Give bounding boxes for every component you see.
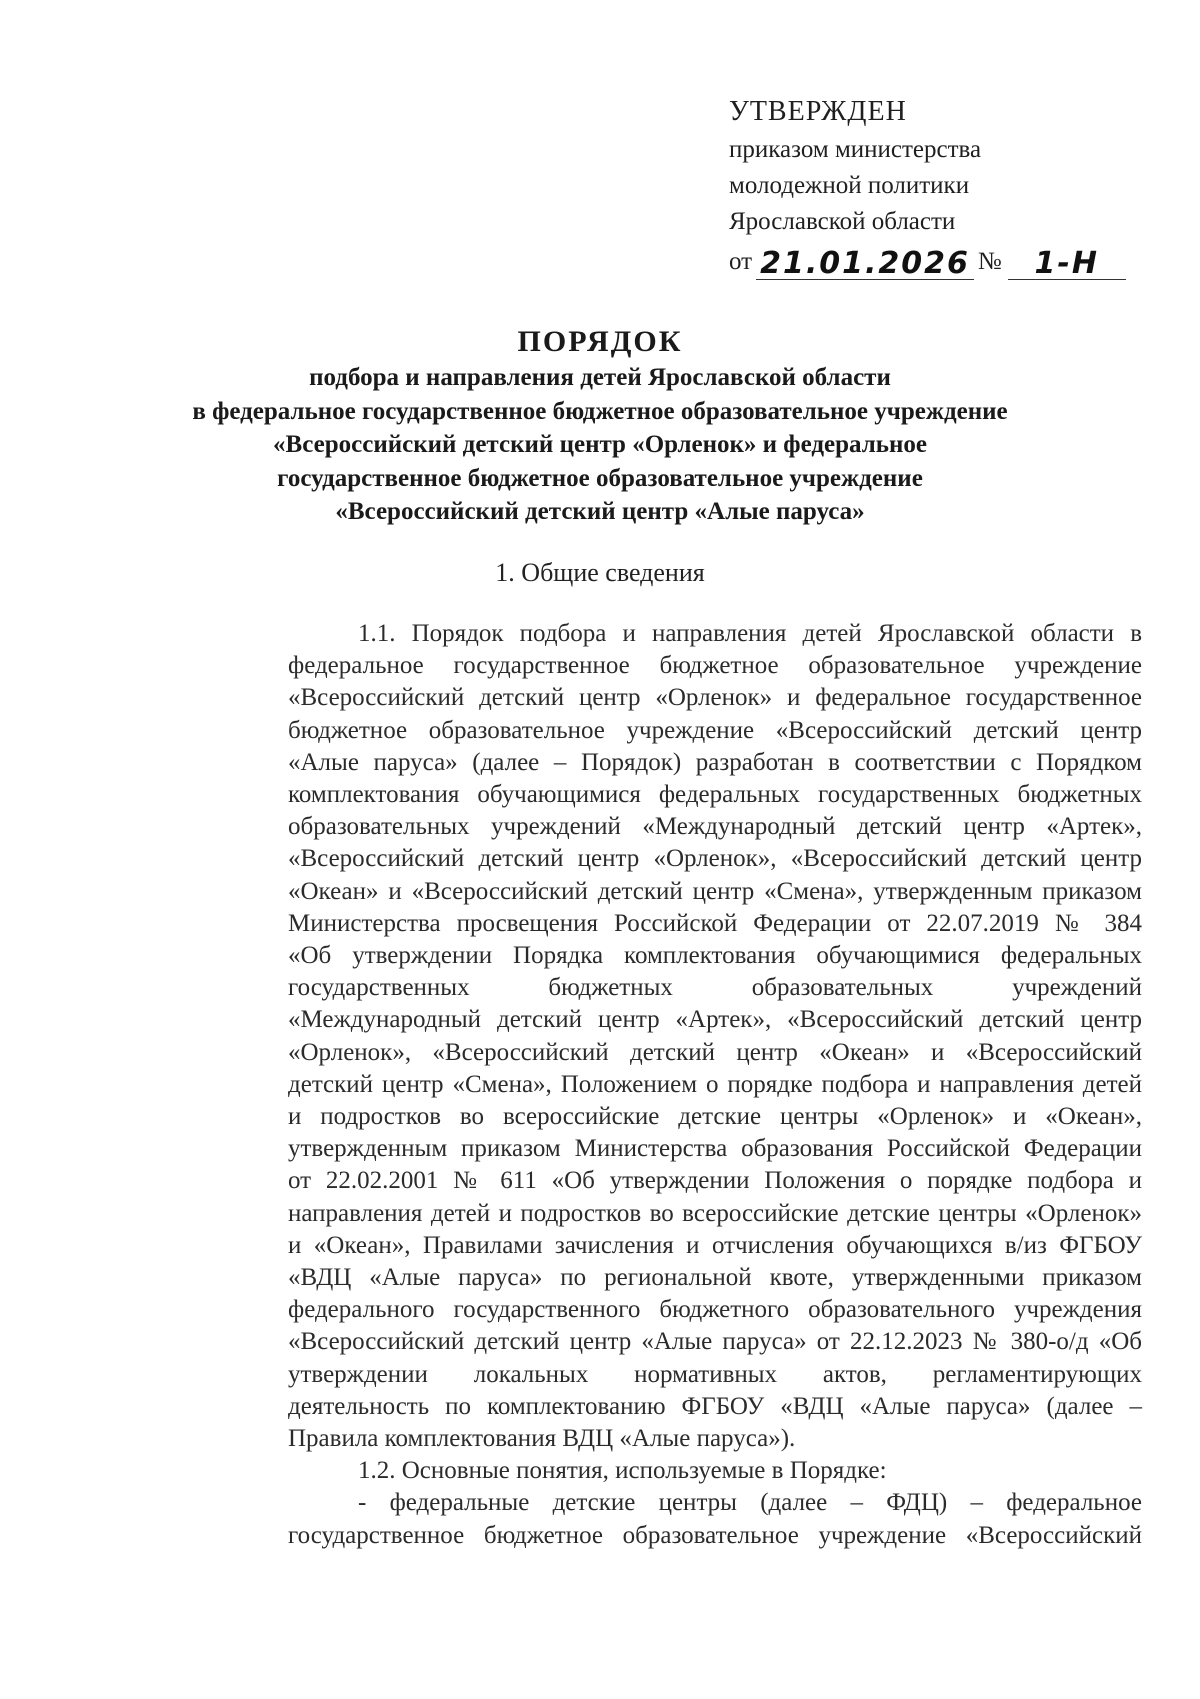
paragraph-1-2 bbox=[218, 1455, 1142, 1487]
text-line: «Алые паруса» (далее – Порядок) разработан в соответствии с Порядком bbox=[288, 748, 1142, 776]
text-line: «Всероссийский детский центр «Орленок», «Всероссийский детский центр bbox=[288, 845, 1142, 873]
approval-heading: УТВЕРЖДЕН bbox=[729, 96, 907, 127]
text-line: бюджетное образовательное учреждение «Всероссийский детский центр bbox=[288, 716, 1142, 744]
text-line: образовательных учреждений «Международный детский центр «Артек», bbox=[288, 813, 1142, 841]
title-line: в федеральное государственное бюджетное образовательное учреждение bbox=[192, 397, 1008, 425]
text-line: от 22.02.2001 № 611 «Об утверждении Положения о порядке подбора и bbox=[288, 1167, 1142, 1195]
document-title bbox=[180, 323, 1020, 529]
text-line: «Международный детский центр «Артек», «Всероссийский детский центр bbox=[288, 1006, 1142, 1034]
text-line: детский центр «Смена», Положением о порядке подбора и направления детей bbox=[288, 1070, 1142, 1098]
text-line: и подростков во всероссийские детские центры «Орленок» и «Океан», bbox=[288, 1103, 1142, 1131]
handwritten-date: 21.01.2026 bbox=[756, 249, 974, 280]
text-line: деятельность по комплектованию ФГБОУ «ВДЦ «Алые паруса» (далее – bbox=[288, 1392, 1142, 1420]
title-line: «Всероссийский детский центр «Алые паруса» bbox=[335, 498, 865, 525]
approval-stamp bbox=[729, 92, 1126, 280]
text-line: государственных бюджетных образовательных учреждений bbox=[288, 974, 1142, 1002]
title-line: государственное бюджетное образовательное учреждение bbox=[277, 464, 923, 492]
text-line: «Всероссийский детский центр «Алые паруса» от 22.12.2023 № 380-о/д «Об bbox=[288, 1328, 1142, 1356]
text-line: - федеральные детские центры (далее – ФДЦ) – федеральное bbox=[358, 1489, 1142, 1517]
text-line: 1.1. Порядок подбора и направления детей Ярославской области в bbox=[358, 620, 1142, 647]
approval-line-1: приказом министерства bbox=[729, 136, 982, 163]
title-line: «Всероссийский детский центр «Орленок» и федеральное bbox=[273, 431, 927, 458]
text-line: комплектования обучающимися федеральных государственных бюджетных bbox=[288, 781, 1142, 809]
text-line: утвержденным приказом Министерства образования Российской Федерации bbox=[288, 1135, 1142, 1163]
text-line: «Океан» и «Всероссийский детский центр «Смена», утвержденным приказом bbox=[288, 877, 1142, 905]
text-line: федерального государственного бюджетного образовательного учреждения bbox=[288, 1296, 1142, 1324]
approval-line-2: молодежной политики bbox=[729, 172, 970, 199]
text-line: федеральное государственное бюджетное образовательное учреждение bbox=[288, 652, 1142, 680]
text-line: «Орленок», «Всероссийский детский центр «Океан» и «Всероссийский bbox=[288, 1038, 1142, 1066]
handwritten-number: 1-Н bbox=[1008, 249, 1126, 280]
date-prefix: от bbox=[729, 248, 753, 275]
approval-line-3: Ярославской области bbox=[729, 208, 956, 235]
text-line: и «Океан», Правилами зачисления и отчисления обучающихся в/из ФГБОУ bbox=[288, 1231, 1142, 1259]
text-line: Министерства просвещения Российской Федерации от 22.07.2019 № 384 bbox=[288, 909, 1142, 937]
document-body bbox=[218, 618, 1142, 1552]
text-line: 1.2. Основные понятия, используемые в Порядке: bbox=[358, 1457, 887, 1485]
approval-date-number bbox=[729, 244, 1126, 280]
paragraph-1-1 bbox=[218, 618, 1142, 1455]
title-main: ПОРЯДОК bbox=[517, 325, 683, 358]
section-heading: 1. Общие сведения bbox=[495, 558, 705, 587]
title-line: подбора и направления детей Ярославской области bbox=[309, 364, 891, 391]
text-line: «Об утверждении Порядка комплектования обучающимися федеральных bbox=[288, 942, 1142, 970]
text-line: Правила комплектования ВДЦ «Алые паруса»). bbox=[288, 1425, 796, 1453]
text-line: государственное бюджетное образовательное учреждение «Всероссийский bbox=[288, 1521, 1142, 1549]
text-line: «Всероссийский детский центр «Орленок» и федеральное государственное bbox=[288, 684, 1142, 712]
text-line: утверждении локальных нормативных актов, регламентирующих bbox=[288, 1360, 1142, 1388]
paragraph-1-2-item bbox=[218, 1487, 1142, 1551]
number-prefix: № bbox=[977, 248, 1002, 275]
text-line: «ВДЦ «Алые паруса» по региональной квоте, утвержденными приказом bbox=[288, 1264, 1142, 1292]
text-line: направления детей и подростков во всероссийские детские центры «Орленок» bbox=[288, 1199, 1142, 1227]
